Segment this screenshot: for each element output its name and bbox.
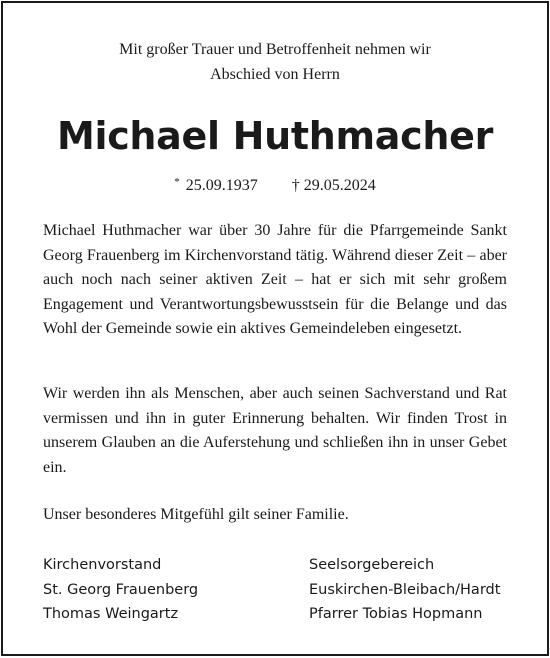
signature-line: Euskirchen-Bleibach/Hardt — [309, 581, 501, 598]
death-date-value: 29.05.2024 — [303, 177, 376, 194]
life-dates — [3, 171, 547, 197]
signature-line: Pfarrer Tobias Hopmann — [309, 606, 483, 622]
death-date — [292, 175, 376, 197]
intro-line-1: Mit großer Trauer und Betroffenheit nehmen wir — [119, 41, 431, 58]
condolence-paragraph: Unser besonderes Mitgefühl gilt seiner Familie. — [43, 506, 349, 523]
death-symbol: † — [291, 177, 300, 194]
birth-symbol: * — [174, 176, 180, 188]
remembrance-paragraph: Wir werden ihn als Menschen, aber auch seinen Sachverstand und Rat vermissen und ihn in guter Erinnerung behalten. Wir finden Trost in unserem Glauben an die Auferstehung und schließen ihn in unser Gebet ein. — [43, 385, 507, 476]
birth-date-value: 25.09.1937 — [185, 177, 258, 194]
obituary-notice — [1, 1, 549, 656]
tribute-paragraph: Michael Huthmacher war über 30 Jahre für die Pfarrgemeinde Sankt Georg Frauenberg im Kirchenvorstand tätig. Während dieser Zeit – aber auch noch nach seiner aktiven Zeit – hat er sich mit sehr großem Engagement und Verantwortungsbewusstsein für die Belange und das Wohl der Gemeinde sowie ein aktives Gemeindeleben eingesetzt. — [43, 222, 507, 337]
signature-line: Thomas Weingartz — [43, 606, 179, 622]
signature-block-right — [309, 553, 500, 627]
deceased-name: Michael Huthmacher — [56, 114, 494, 158]
birth-date — [174, 171, 258, 197]
signature-line: Kirchenvorstand — [43, 557, 162, 573]
signature-block-left — [43, 553, 198, 627]
intro-line-2: Abschied von Herrn — [210, 66, 340, 83]
intro-text — [3, 37, 547, 87]
signature-line: St. Georg Frauenberg — [43, 581, 199, 598]
signature-line: Seelsorgebereich — [309, 557, 435, 573]
